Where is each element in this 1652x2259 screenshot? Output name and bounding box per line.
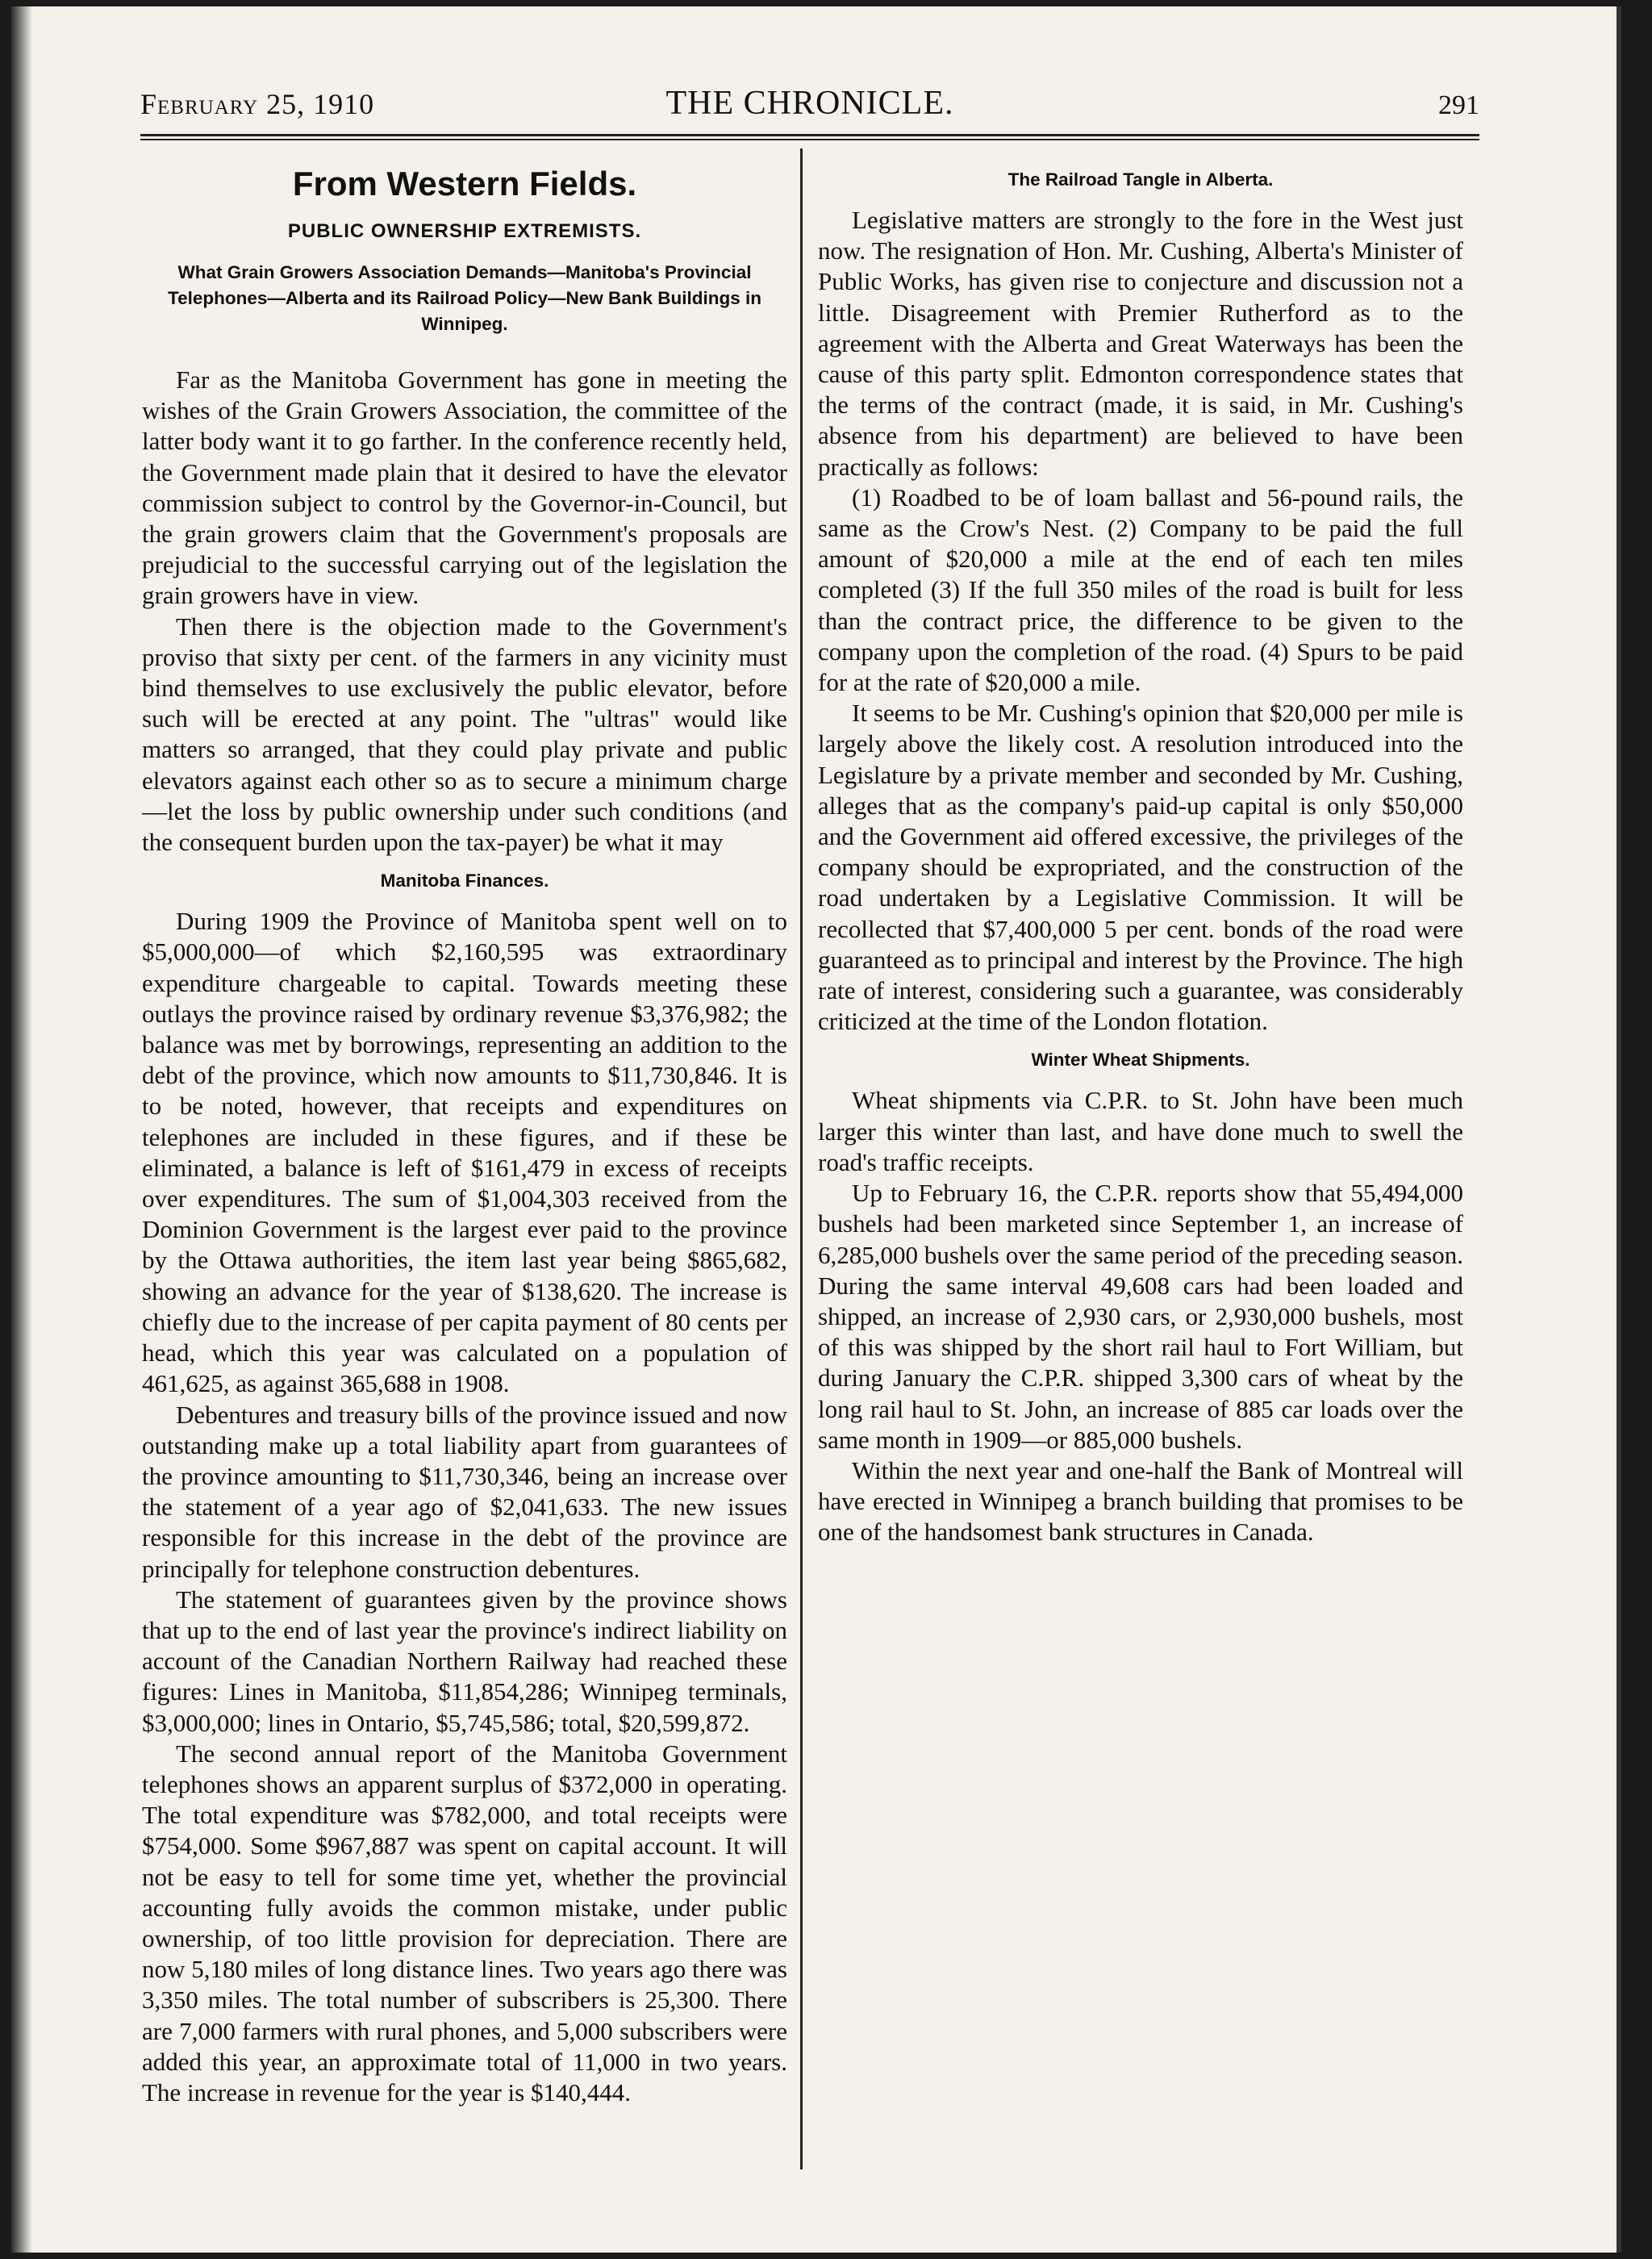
newspaper-page [11,6,1621,2253]
right-column [818,157,1463,1548]
page-header [140,84,1479,126]
section-heading-railroad-tangle: The Railroad Tangle in Alberta. [1007,169,1274,190]
wheat-paragraph: Within the next year and one-half the Bank of Montreal will have erected in Winnipeg a branch building that promises to be one of the handsomest bank structures in Canada. [818,1455,1463,1547]
section-heading-manitoba-finances: Manitoba Finances. [380,871,549,891]
finances-paragraph: During 1909 the Province of Manitoba spent well on to $5,000,000—of which $2,160,595 was extraordinary expenditure chargeable to capital. Towards meeting these outlays the province raised by ordinary revenue $3,376,982; the balance was met by borrowings, representing an addition to the debt of the province, which now amounts to $11,730,846. It is to be noted, however, that receipts and expenditures on telephones are included in these figures, and if these be eliminated, a balance is left of $161,479 in excess of receipts over expenditures. The sum of $1,004,303 received from the Dominion Government is the largest ever paid to the province by the Ottawa authorities, the item last year being $865,682, showing an advance for the year of $138,620. The increase is chiefly due to the increase of per capita payment of 80 cents per head, which this year was calculated on a population of 461,625, as against 365,688 in 1908. [142,907,787,1398]
page-number: 291 [1438,90,1479,120]
intro-paragraph: Far as the Manitoba Government has gone in meeting the wishes of the Grain Growers Association, the committee of the latter body want it to go farther. In the conference recently held, the Government made plain that it desired to have the elevator commission subject to control by the Governor-in-Council, but the grain growers claim that the Government's proposals are prejudicial to the successful carrying out of the legislation the grain growers have in view. [142,365,787,610]
header-rule [140,134,1479,136]
header-rule-double [140,139,1479,140]
article-deck: What Grain Growers Association Demands—Manitoba's Provincial Telephones—Alberta and its Railroad Policy—New Bank Buildings in Winnipeg. [168,262,761,334]
article-title: From Western Fields. [292,165,637,203]
page-binding-shadow [11,6,32,2253]
wheat-paragraph: Up to February 16, the C.P.R. reports show that 55,494,000 bushels had been marketed since September 1, an increase of 6,285,000 bushels over the same period of the preceding season. During the same interval 49,608 cars had been loaded and shipped, an increase of 2,930 cars, or 2,930,000 bushels, most of this was shipped by the short rail haul to Fort William, but during January the C.P.R. shipped 3,300 cars of wheat by the long rail haul to St. John, an increase of 885 car loads over the same month in 1909—or 885,000 bushels. [818,1179,1463,1454]
finances-paragraph: The statement of guarantees given by the province shows that up to the end of last year the province's indirect liability on account of the Canadian Northern Railway had reached these figures: Lines in Manitoba, $11,854,286; Winnipeg terminals, $3,000,000; lines in Ontario, $5,745,586; total, $20,599,872. [142,1585,787,1737]
finances-paragraph: Debentures and treasury bills of the province issued and now outstanding make up a total liability apart from guarantees of the province amounting to $11,730,346, being an increase over the statement of a year ago of $2,041,633. The new issues responsible for this increase in the debt of the province are principally for telephone construction debentures. [142,1400,787,1583]
intro-paragraph: Then there is the objection made to the Government's proviso that sixty per cent. of the farmers in any vicinity must bind themselves to use exclusively the public elevator, before such will be erected at any point. The "ultras" would like matters so arranged, that they could play private and public elevators against each other so as to secure a minimum charge—let the loss by public ownership under such conditions (and the consequent burden upon the tax-payer) be what it may [142,612,787,857]
left-column [142,157,787,2108]
railroad-paragraph: (1) Roadbed to be of loam ballast and 56-pound rails, the same as the Crow's Nest. (2) Company to be paid the full amount of $20,000 a mile at the end of each ten miles completed (3) If the full 350 miles of the road is built for less than the contract price, the difference to be given to the company upon the completion of the road. (4) Spurs to be paid for at the rate of $20,000 a mile. [818,482,1463,697]
railroad-paragraph: Legislative matters are strongly to the fore in the West just now. The resignation of Hon. Mr. Cushing, Alberta's Minister of Public Works, has given rise to conjecture and discussion not a little. Disagreement with Premier Rutherford as to the agreement with the Alberta and Great Waterways has been the cause of this party split. Edmonton correspondence states that the terms of the contract (made, it is said, in Mr. Cushing's absence from his department) are believed to have been practically as follows: [818,206,1463,481]
wheat-paragraph: Wheat shipments via C.P.R. to St. John have been much larger this winter than last, and have done much to swell the road's traffic receipts. [818,1086,1463,1176]
section-heading-winter-wheat: Winter Wheat Shipments. [1031,1050,1250,1071]
telephones-paragraph: The second annual report of the Manitoba Government telephones shows an apparent surplus of $372,000 in operating. The total expenditure was $782,000, and total receipts were $754,000. Some $967,887 was spent on capital account. It will not be easy to tell for some time yet, whether the provincial accounting fully avoids the common mistake, under public ownership, of too little provision for depreciation. There are now 5,180 miles of long distance lines. Two years ago there was 3,350 miles. The total number of subscribers is 25,300. There are 7,000 farmers with rural phones, and 5,000 subscribers were added this year, an approximate total of 11,000 in two years. The increase in revenue for the year is $140,444. [142,1739,787,2107]
column-divider [800,148,803,2169]
railroad-paragraph: It seems to be Mr. Cushing's opinion that $20,000 per mile is largely above the likely cost. A resolution introduced into the Legislature by a private member and seconded by Mr. Cushing, alleges that as the company's paid-up capital is only $50,000 and the Government aid offered excessive, the privileges of the company should be expropriated, and the construction of the road undertaken by a Legislative Commission. It will be recollected that $7,400,000 5 per cent. bonds of the road were guaranteed as to principal and interest by the Province. The high rate of interest, considering such a guarantee, was considerably criticized at the time of the London flotation. [818,699,1463,1036]
issue-date: February 25, 1910 [140,88,375,120]
article-subtitle: PUBLIC OWNERSHIP EXTREMISTS. [287,220,642,242]
publication-title: THE CHRONICLE. [665,85,954,122]
